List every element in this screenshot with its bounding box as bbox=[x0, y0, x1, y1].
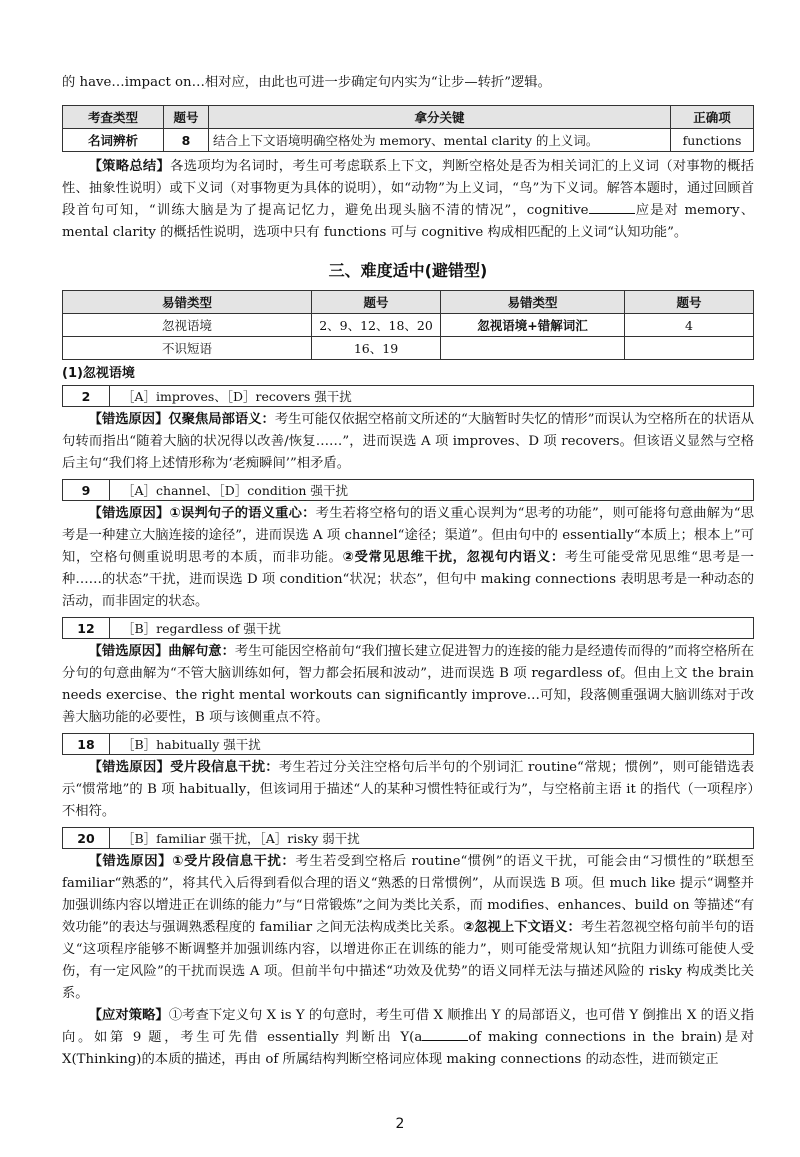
q9-explanation: 【错选原因】①误判句子的语义重心：考生若将空格句的语义重心误判为“思考的功能”，则可能将句意曲解为“思考是一种建立大脑连接的途径”，进而误选 A 项 channel“途径；渠道”。但由句中的 essentially“本质上；根本上”可知，空格句侧重说明思考的本质，而非功能。②受常见思维干扰，忽视句内语义：考生可能受常见思维“思考是一种……的状态”干扰，进而误选 D 项 condition“状况；状态”，但句中 making connections 表明思考是一种动态的活动，而非固定的状态。 bbox=[62, 506, 754, 609]
page-content bbox=[62, 0, 754, 1071]
question-options: ［B］habitually 强干扰 bbox=[122, 737, 261, 752]
question-box-18 bbox=[62, 733, 754, 755]
question-box-9 bbox=[62, 479, 754, 501]
t2-cell: 4 bbox=[625, 314, 754, 337]
intro-line: 的 have…impact on…相对应，由此也可进一步确定句内实为“让步—转折”逻辑。 bbox=[62, 75, 551, 90]
t2-cell: 忽视语境 bbox=[63, 314, 312, 337]
cell-answer: functions bbox=[671, 129, 754, 152]
cell-type: 名词辨析 bbox=[63, 129, 164, 152]
t2-cell: 不识短语 bbox=[63, 337, 312, 360]
q2-explanation: 【错选原因】仅聚焦局部语义：考生可能仅依据空格前文所述的“大脑暂时失忆的情形”而误认为空格所在的状语从句转而指出“随着大脑的状况得以改善/恢复……”，进而误选 A 项 improves、D 项 recovers。但该语义显然与空格后主句“我们将上述情形称为‘老痴瞬间’”相矛盾。 bbox=[62, 412, 754, 471]
strategy-summary-label: 【策略总结】 bbox=[88, 159, 171, 174]
strategy-summary: 【策略总结】各选项均为名词时，考生可考虑联系上下文，判断空格处是否为相关词汇的上义词（对事物的概括性、抽象性说明）或下义词（对事物更为具体的说明），如“动物”为上义词，“鸟”为下义词。解答本题时，通过回顾首段首句可知，“训练大脑是为了提高记忆力，避免出现头脑不清的情况”，cognitive 应是对 memory、mental clarity 的概括性说明，选项中只有 functions 可与 cognitive 构成相匹配的上义词“认知功能”。 bbox=[62, 159, 755, 240]
answer-blank bbox=[589, 201, 635, 214]
question-number: 20 bbox=[63, 828, 110, 848]
coping-strategy: 【应对策略】①考查下定义句 X is Y 的句意时，考生可借 X 顺推出 Y 的局部语义，也可借 Y 倒推出 X 的语义指向。如第 9 题，考生可先借 essentially 判断出 Y(a of making connections in the brain)是对 X(Thinking)的本质的描述，再由 of 所属结构判断空格词应体现 making connections 的动态性，进而锁定正 bbox=[62, 1008, 755, 1067]
key-point-table bbox=[62, 105, 754, 152]
question-number: 12 bbox=[63, 618, 110, 638]
error-type-table bbox=[62, 290, 754, 360]
t2-cell: 16、19 bbox=[312, 337, 441, 360]
col-header-num: 题号 bbox=[164, 106, 209, 129]
subsection-title: (1)忽视语境 bbox=[62, 366, 135, 381]
question-number: 2 bbox=[63, 386, 110, 406]
t2-cell bbox=[625, 337, 754, 360]
definition-blank bbox=[422, 1028, 468, 1041]
question-options: ［A］improves、［D］recovers 强干扰 bbox=[122, 389, 352, 404]
q20-explanation: 【错选原因】①受片段信息干扰：考生若受到空格后 routine“惯例”的语义干扰，可能会由“习惯性的”联想至 familiar“熟悉的”，将其代入后得到看似合理的语义“熟悉的日常惯例”，从而误选 B 项。但 much like 提示“调整并加强训练内容以增进正在训练的能力”与“日常锻炼”之间为类比关系，而 modifies、enhances、build on 等描述“有效功能”的表达与强调熟悉程度的 familiar 之间无法构成类比关系。②忽视上下文语义：考生若忽视空格句前半句的语义“这项程序能够不断调整并加强训练内容，以增进你正在训练的能力”，则可能受常规认知“抗阻力训练可能使人受伤，有一定风险”的干扰而误选 A 项。但前半句中描述“功效及优势”的语义同样无法与描述风险的 risky 构成类比关系。 bbox=[62, 854, 755, 1001]
question-box-2 bbox=[62, 385, 754, 407]
question-options: ［B］regardless of 强干扰 bbox=[122, 621, 281, 636]
question-number: 18 bbox=[63, 734, 110, 754]
t2-cell bbox=[441, 337, 625, 360]
t2-header-type-2: 易错类型 bbox=[441, 291, 625, 314]
t2-header-num-2: 题号 bbox=[625, 291, 754, 314]
col-header-answer: 正确项 bbox=[671, 106, 754, 129]
question-box-20 bbox=[62, 827, 754, 849]
col-header-type: 考查类型 bbox=[63, 106, 164, 129]
t2-header-type-1: 易错类型 bbox=[63, 291, 312, 314]
q12-explanation: 【错选原因】曲解句意：考生可能因空格前句“我们擅长建立促进智力的连接的能力是经遗传而得的”而将空格所在分句的句意曲解为“不管大脑训练如何，智力都会拓展和波动”，进而误选 B 项 regardless of。但由上文 the brain needs exercise、the right mental workouts can significantly improve…可知，段落侧重强调大脑训练对于改善大脑功能的必要性，B 项与该侧重点不符。 bbox=[62, 644, 754, 725]
question-options: ［B］familiar 强干扰，［A］risky 弱干扰 bbox=[122, 831, 360, 846]
q18-explanation: 【错选原因】受片段信息干扰：考生若过分关注空格句后半句的个别词汇 routine“常规；惯例”，则可能错选表示“惯常地”的 B 项 habitually，但该词用于描述“人的某种习惯性特征或行为”，与空格前主语 it 的指代（一项程序）不相符。 bbox=[62, 760, 755, 819]
col-header-key: 拿分关键 bbox=[209, 106, 671, 129]
cell-key: 结合上下文语境明确空格处为 memory、mental clarity 的上义词。 bbox=[209, 129, 671, 152]
section-title: 三、难度适中(避错型) bbox=[328, 261, 488, 280]
t2-header-num-1: 题号 bbox=[312, 291, 441, 314]
t2-cell: 2、9、12、18、20 bbox=[312, 314, 441, 337]
cell-num: 8 bbox=[164, 129, 209, 152]
question-number: 9 bbox=[63, 480, 110, 500]
question-options: ［A］channel、［D］condition 强干扰 bbox=[122, 483, 348, 498]
question-box-12 bbox=[62, 617, 754, 639]
page-number: 2 bbox=[395, 1116, 405, 1132]
t2-cell: 忽视语境+错解词汇 bbox=[441, 314, 625, 337]
